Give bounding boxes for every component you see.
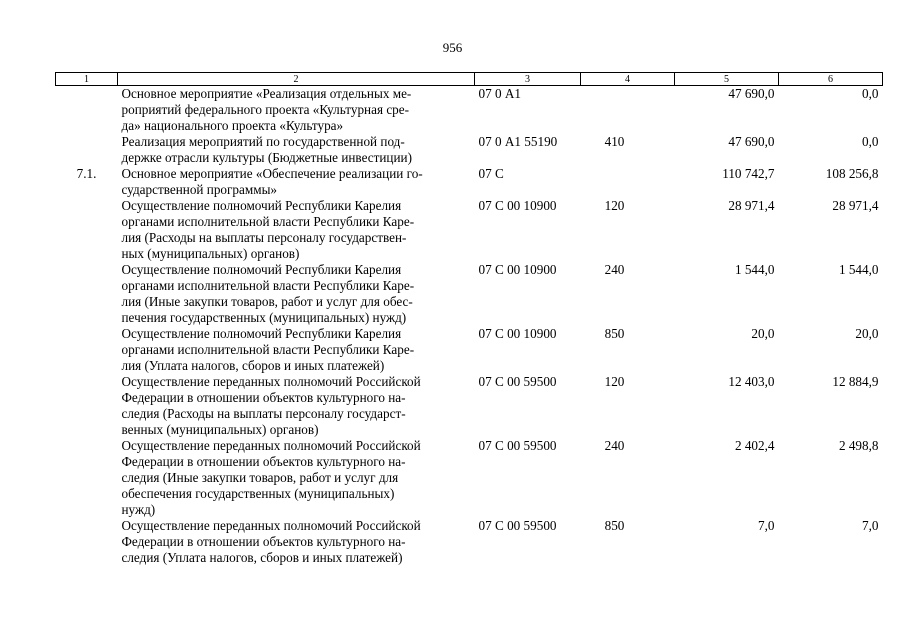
row-number bbox=[56, 518, 118, 566]
description-line: венных (муниципальных) органов) bbox=[121, 422, 319, 437]
row-description bbox=[118, 326, 475, 374]
table-row bbox=[56, 326, 883, 374]
page-number: 956 bbox=[442, 40, 463, 55]
description-line: органами исполнительной власти Республики Каре- bbox=[121, 278, 415, 293]
row-description bbox=[118, 166, 475, 198]
row-number bbox=[56, 134, 118, 166]
row-amount-col5: 47 690,0 bbox=[728, 134, 775, 149]
row-amount-col5: 28 971,4 bbox=[728, 198, 775, 213]
description-line: Основное мероприятие «Обеспечение реализации го- bbox=[121, 166, 423, 181]
description-line: да» национального проекта «Культура» bbox=[121, 118, 344, 133]
row-target-code: 07 С 00 59500 bbox=[478, 374, 557, 389]
row-number bbox=[56, 262, 118, 326]
description-line: следия (Иные закупки товаров, работ и услуг для bbox=[121, 470, 399, 485]
description-line: Осуществление переданных полномочий Российской bbox=[121, 438, 421, 453]
row-description bbox=[118, 134, 475, 166]
row-target-code: 07 С 00 59500 bbox=[478, 518, 557, 533]
row-description bbox=[118, 86, 475, 135]
header-col-4: 4 bbox=[581, 73, 675, 86]
row-amount-col5: 110 742,7 bbox=[722, 166, 775, 181]
row-description bbox=[118, 198, 475, 262]
table-header bbox=[56, 73, 883, 86]
row-description bbox=[118, 374, 475, 438]
row-amount-col5: 47 690,0 bbox=[728, 86, 775, 101]
row-amount-col6: 0,0 bbox=[862, 86, 879, 101]
description-line: лия (Расходы на выплаты персоналу государствен- bbox=[121, 230, 407, 245]
header-col-6: 6 bbox=[779, 73, 883, 86]
description-line: органами исполнительной власти Республики Каре- bbox=[121, 342, 415, 357]
row-expense-type: 120 bbox=[604, 198, 625, 213]
row-amount-col6: 108 256,8 bbox=[825, 166, 879, 181]
table-row bbox=[56, 374, 883, 438]
row-number bbox=[56, 86, 118, 135]
description-line: Федерации в отношении объектов культурного на- bbox=[121, 454, 406, 469]
row-description bbox=[118, 518, 475, 566]
row-expense-type bbox=[581, 166, 675, 198]
row-amount-col6: 20,0 bbox=[855, 326, 879, 341]
row-number bbox=[56, 438, 118, 518]
description-line: сударственной программы» bbox=[121, 182, 278, 197]
description-line: Реализация мероприятий по государственной под- bbox=[121, 134, 405, 149]
table-row bbox=[56, 518, 883, 566]
description-line: Осуществление переданных полномочий Российской bbox=[121, 374, 421, 389]
row-target-code: 07 С 00 59500 bbox=[478, 438, 557, 453]
row-target-code: 07 С 00 10900 bbox=[478, 262, 557, 277]
table-row bbox=[56, 262, 883, 326]
row-amount-col5: 2 402,4 bbox=[734, 438, 775, 453]
description-line: Осуществление переданных полномочий Российской bbox=[121, 518, 421, 533]
header-row bbox=[56, 73, 883, 86]
description-line: органами исполнительной власти Республики Каре- bbox=[121, 214, 415, 229]
row-target-code: 07 С 00 10900 bbox=[478, 198, 557, 213]
row-amount-col6: 0,0 bbox=[862, 134, 879, 149]
row-expense-type: 850 bbox=[604, 518, 625, 533]
row-expense-type: 850 bbox=[604, 326, 625, 341]
row-target-code: 07 С bbox=[478, 166, 504, 181]
row-target-code: 07 С 00 10900 bbox=[478, 326, 557, 341]
description-line: следия (Расходы на выплаты персоналу государст- bbox=[121, 406, 406, 421]
header-col-3: 3 bbox=[475, 73, 581, 86]
budget-table bbox=[55, 72, 883, 566]
description-line: обеспечения государственных (муниципальных) bbox=[121, 486, 395, 501]
description-line: роприятий федерального проекта «Культурная сре- bbox=[121, 102, 410, 117]
table-row bbox=[56, 86, 883, 135]
table-row bbox=[56, 198, 883, 262]
header-col-1: 1 bbox=[56, 73, 118, 86]
row-amount-col6: 7,0 bbox=[862, 518, 879, 533]
row-expense-type: 240 bbox=[604, 438, 625, 453]
row-amount-col5: 20,0 bbox=[751, 326, 775, 341]
row-amount-col6: 2 498,8 bbox=[838, 438, 879, 453]
description-line: Федерации в отношении объектов культурного на- bbox=[121, 534, 406, 549]
row-amount-col6: 1 544,0 bbox=[838, 262, 879, 277]
row-number bbox=[56, 374, 118, 438]
description-line: Осуществление полномочий Республики Карелия bbox=[121, 262, 402, 277]
row-expense-type: 120 bbox=[604, 374, 625, 389]
row-amount-col5: 7,0 bbox=[758, 518, 775, 533]
description-line: следия (Уплата налогов, сборов и иных платежей) bbox=[121, 550, 403, 565]
description-line: Основное мероприятие «Реализация отдельных ме- bbox=[121, 86, 412, 101]
description-line: лия (Иные закупки товаров, работ и услуг для обес- bbox=[121, 294, 413, 309]
table-row bbox=[56, 134, 883, 166]
row-number: 7.1. bbox=[76, 166, 97, 181]
row-number bbox=[56, 326, 118, 374]
row-number bbox=[56, 198, 118, 262]
description-line: печения государственных (муниципальных) нужд) bbox=[121, 310, 407, 325]
description-line: Осуществление полномочий Республики Карелия bbox=[121, 198, 402, 213]
table-row bbox=[56, 438, 883, 518]
header-col-2: 2 bbox=[118, 73, 475, 86]
description-line: держке отрасли культуры (Бюджетные инвестиции) bbox=[121, 150, 412, 165]
table-body bbox=[56, 86, 883, 567]
row-description bbox=[118, 262, 475, 326]
description-line: ных (муниципальных) органов) bbox=[121, 246, 300, 261]
row-target-code: 07 0 А1 55190 bbox=[478, 134, 558, 149]
row-expense-type bbox=[581, 86, 675, 135]
row-amount-col6: 12 884,9 bbox=[832, 374, 879, 389]
row-amount-col5: 1 544,0 bbox=[734, 262, 775, 277]
row-expense-type: 240 bbox=[604, 262, 625, 277]
header-col-5: 5 bbox=[675, 73, 779, 86]
row-amount-col6: 28 971,4 bbox=[832, 198, 879, 213]
description-line: Осуществление полномочий Республики Карелия bbox=[121, 326, 402, 341]
description-line: нужд) bbox=[121, 502, 156, 517]
row-description bbox=[118, 438, 475, 518]
table-row bbox=[56, 166, 883, 198]
description-line: лия (Уплата налогов, сборов и иных платежей) bbox=[121, 358, 385, 373]
row-amount-col5: 12 403,0 bbox=[728, 374, 775, 389]
row-target-code: 07 0 А1 bbox=[478, 86, 521, 101]
row-expense-type: 410 bbox=[604, 134, 625, 149]
description-line: Федерации в отношении объектов культурного на- bbox=[121, 390, 406, 405]
